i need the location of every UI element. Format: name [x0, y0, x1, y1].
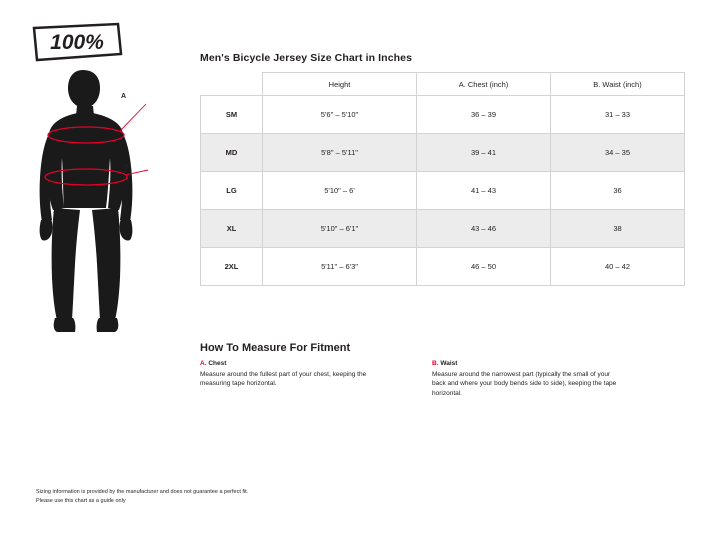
measure-waist-letter: B. — [432, 360, 439, 367]
logo-text: 100% — [50, 31, 104, 54]
figure-panel — [0, 0, 190, 540]
row-height: 5'10" – 6'1" — [263, 210, 417, 248]
size-chart-table — [200, 72, 685, 286]
measure-chest-name: Chest — [208, 360, 227, 367]
row-waist: 40 – 42 — [551, 248, 685, 286]
chest-leader-line — [120, 104, 146, 131]
row-size: 2XL — [201, 248, 263, 286]
measure-instruction-chest — [200, 360, 390, 389]
table-row — [201, 96, 685, 134]
page-title: Men's Bicycle Jersey Size Chart in Inches — [200, 52, 413, 64]
table-header-corner — [201, 73, 263, 96]
measure-chest-text: Measure around the fullest part of your chest, keeping the measuring tape horizontal. — [200, 371, 367, 388]
100-percent-logo — [30, 22, 125, 64]
table-header-row — [201, 73, 685, 96]
table-row — [201, 134, 685, 172]
row-chest: 46 – 50 — [417, 248, 551, 286]
row-chest: 41 – 43 — [417, 172, 551, 210]
footer-line-1: Sizing information is provided by the manufacturer and does not guarantee a perfect fit. — [36, 489, 249, 495]
table-row — [201, 210, 685, 248]
table-row — [201, 172, 685, 210]
row-chest: 43 – 46 — [417, 210, 551, 248]
row-chest: 36 – 39 — [417, 96, 551, 134]
mannequin-figure — [28, 68, 168, 338]
table-row — [201, 248, 685, 286]
annotation-label-a: A — [121, 93, 127, 100]
table-header-height: Height — [263, 73, 417, 96]
row-height: 5'11" – 6'3" — [263, 248, 417, 286]
measure-waist-heading — [432, 360, 622, 367]
row-waist: 31 – 33 — [551, 96, 685, 134]
row-size: XL — [201, 210, 263, 248]
row-size: MD — [201, 134, 263, 172]
measure-waist-text: Measure around the narrowest part (typically the small of your back and where your body bends side to side), keeping the tape horizontal. — [432, 371, 617, 397]
row-chest: 39 – 41 — [417, 134, 551, 172]
measure-waist-name: Waist — [440, 360, 458, 367]
size-chart-content — [200, 0, 700, 540]
row-waist: 34 – 35 — [551, 134, 685, 172]
footer-line-2: Please use this chart as a guide only — [36, 497, 126, 504]
row-waist: 36 — [551, 172, 685, 210]
annotation-label-b: B — [124, 164, 130, 171]
row-height: 5'6" – 5'10" — [263, 96, 417, 134]
measure-chest-heading — [200, 360, 390, 367]
measure-chest-letter: A. — [200, 360, 207, 367]
row-size: SM — [201, 96, 263, 134]
measure-instruction-waist — [432, 360, 622, 398]
row-waist: 38 — [551, 210, 685, 248]
row-height: 5'8" – 5'11" — [263, 134, 417, 172]
footer-disclaimer — [36, 488, 336, 506]
table-header-waist: B. Waist (inch) — [551, 73, 685, 96]
row-size: LG — [201, 172, 263, 210]
table-header-chest: A. Chest (inch) — [417, 73, 551, 96]
row-height: 5'10" – 6' — [263, 172, 417, 210]
how-to-measure-title: How To Measure For Fitment — [200, 342, 351, 354]
